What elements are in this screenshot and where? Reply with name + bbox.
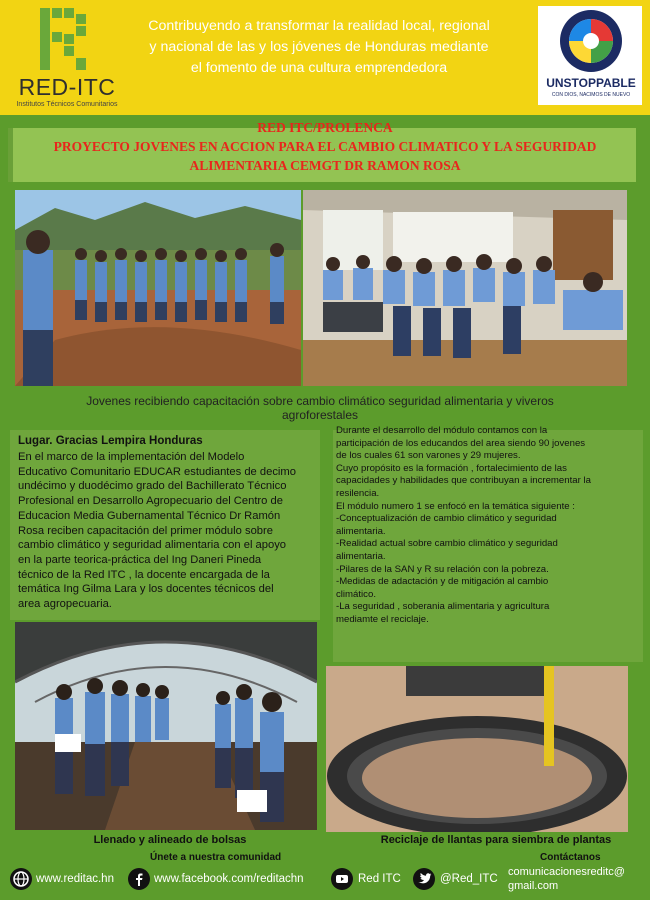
- caption-top-line: Jovenes recibiendo capacitación sobre cambio climático seguridad alimentaria y viveros: [86, 394, 554, 408]
- school-seal-icon: [558, 8, 624, 74]
- right-body-line: alimentaria.: [336, 525, 386, 537]
- website-link[interactable]: www.reditac.hn: [36, 873, 114, 885]
- right-body-line: -Medidas de adactación y de mitigación al cambio: [336, 576, 549, 588]
- title-line-3: ALIMENTARIA CEMGT DR RAMON ROSA: [189, 158, 461, 173]
- title-line-2: PROYECTO JOVENES EN ACCION PARA EL CAMBIO CLIMATICO Y LA SEGURIDAD: [53, 139, 597, 154]
- twitter-link[interactable]: @Red_ITC: [440, 873, 498, 885]
- school-badge: [538, 6, 642, 105]
- right-body-line: capacidades y habilidades que contribuyan a incrementar la: [336, 475, 591, 487]
- globe-icon[interactable]: [10, 868, 32, 890]
- location-heading: Lugar. Gracias Lempira Honduras: [18, 435, 203, 447]
- left-body-line: area agropecuaria.: [18, 598, 112, 611]
- right-body-line: -Conceptualización de cambio climático y seguridad: [336, 513, 557, 525]
- contact-label: Contáctanos: [540, 852, 601, 863]
- facebook-icon[interactable]: [128, 868, 150, 890]
- right-body-line: El módulo numero 1 se enfocó en la temática siguiente :: [336, 500, 575, 512]
- youtube-icon[interactable]: [331, 868, 353, 890]
- logo-text: RED-ITC: [18, 74, 116, 100]
- title-line-1: RED ITC/PROLENCA: [257, 120, 393, 135]
- left-body-line: Rosa reciben capacitación del primer módulo sobre: [18, 524, 273, 537]
- contact-email[interactable]: [508, 865, 648, 893]
- right-body-line: -La seguridad , soberania alimentaria y agricultura: [336, 601, 550, 613]
- tagline-line: y nacional de las y los jóvenes de Honduras mediante: [149, 39, 489, 55]
- right-body-line: mediamte el reciclaje.: [336, 613, 429, 625]
- email-line: gmail.com: [508, 880, 559, 892]
- right-body-line: -Pilares de la SAN y R su relación con la pobreza.: [336, 563, 549, 575]
- youtube-link[interactable]: Red ITC: [358, 873, 401, 885]
- right-body-line: de los cuales 61 son varones y 29 mujeres.: [336, 450, 521, 462]
- photo-field-training: [15, 190, 301, 386]
- caption-top-line: agroforestales: [281, 408, 359, 422]
- left-body-line: cambio climático y seguridad alimentaria con el apoyo: [18, 539, 287, 552]
- photo-tire-recycling: [326, 666, 628, 832]
- right-body-line: alimentaria.: [336, 550, 386, 562]
- left-body-line: Educacion Media Gubernamental Técnico Dr Ramón: [18, 509, 281, 522]
- left-body-line: Profesional en Desarrollo Agropecuario del Centro de: [18, 495, 283, 508]
- logo-r-icon: [38, 6, 90, 72]
- left-body-line: En el marco de la implementación del Modelo: [18, 451, 245, 463]
- left-body-text: [18, 450, 318, 612]
- right-body-line: resilencia.: [336, 487, 380, 499]
- left-body-line: en la parte teorica-práctica del Ing Daneri Pineda: [18, 553, 262, 566]
- left-body-line: undécimo y duodécimo grado del Bachillerato Técnico: [18, 480, 287, 493]
- right-body-line: Durante el desarrollo del módulo contamos con la: [336, 425, 548, 436]
- caption-top: [30, 394, 610, 422]
- left-body-line: Educativo Comunitario EDUCAR estudiantes de decimo: [18, 465, 296, 478]
- left-body-line: técnico de la Red ITC , la docente encargada de la: [18, 568, 270, 581]
- tagline: [110, 16, 528, 79]
- email-line: comunicacionesreditc@: [508, 866, 625, 878]
- badge-subtitle: CON DIOS, NACIMOS DE NUEVO: [551, 92, 631, 98]
- tagline-line: el fomento de una cultura emprendedora: [190, 60, 448, 76]
- right-body-line: -Realidad actual sobre cambio climático y seguridad: [336, 538, 558, 550]
- badge-title: UNSTOPPABLE: [546, 76, 636, 90]
- logo-subtitle: Institutos Técnicos Comunitarios: [16, 101, 118, 108]
- facebook-link[interactable]: www.facebook.com/reditachn: [154, 873, 304, 885]
- right-body-text: [336, 425, 644, 627]
- join-community-label: Únete a nuestra comunidad: [150, 852, 282, 863]
- photo-classroom: [303, 190, 627, 386]
- twitter-icon[interactable]: [413, 868, 435, 890]
- right-body-line: Cuyo propósito es la formación , fortalecimiento de las: [336, 462, 567, 474]
- tagline-line: Contribuyendo a transformar la realidad local, regional: [148, 18, 490, 34]
- left-body-line: temática Ing Gilma Lara y los docentes técnicos del: [18, 583, 274, 596]
- caption-tires: Reciclaje de llantas para siembra de plantas: [380, 834, 612, 846]
- right-body-line: participación de los educandos del area siendo 90 jovenes: [336, 437, 586, 449]
- photo-greenhouse: [15, 622, 317, 830]
- caption-bags: Llenado y alineado de bolsas: [93, 834, 247, 846]
- right-body-line: climático.: [336, 588, 376, 600]
